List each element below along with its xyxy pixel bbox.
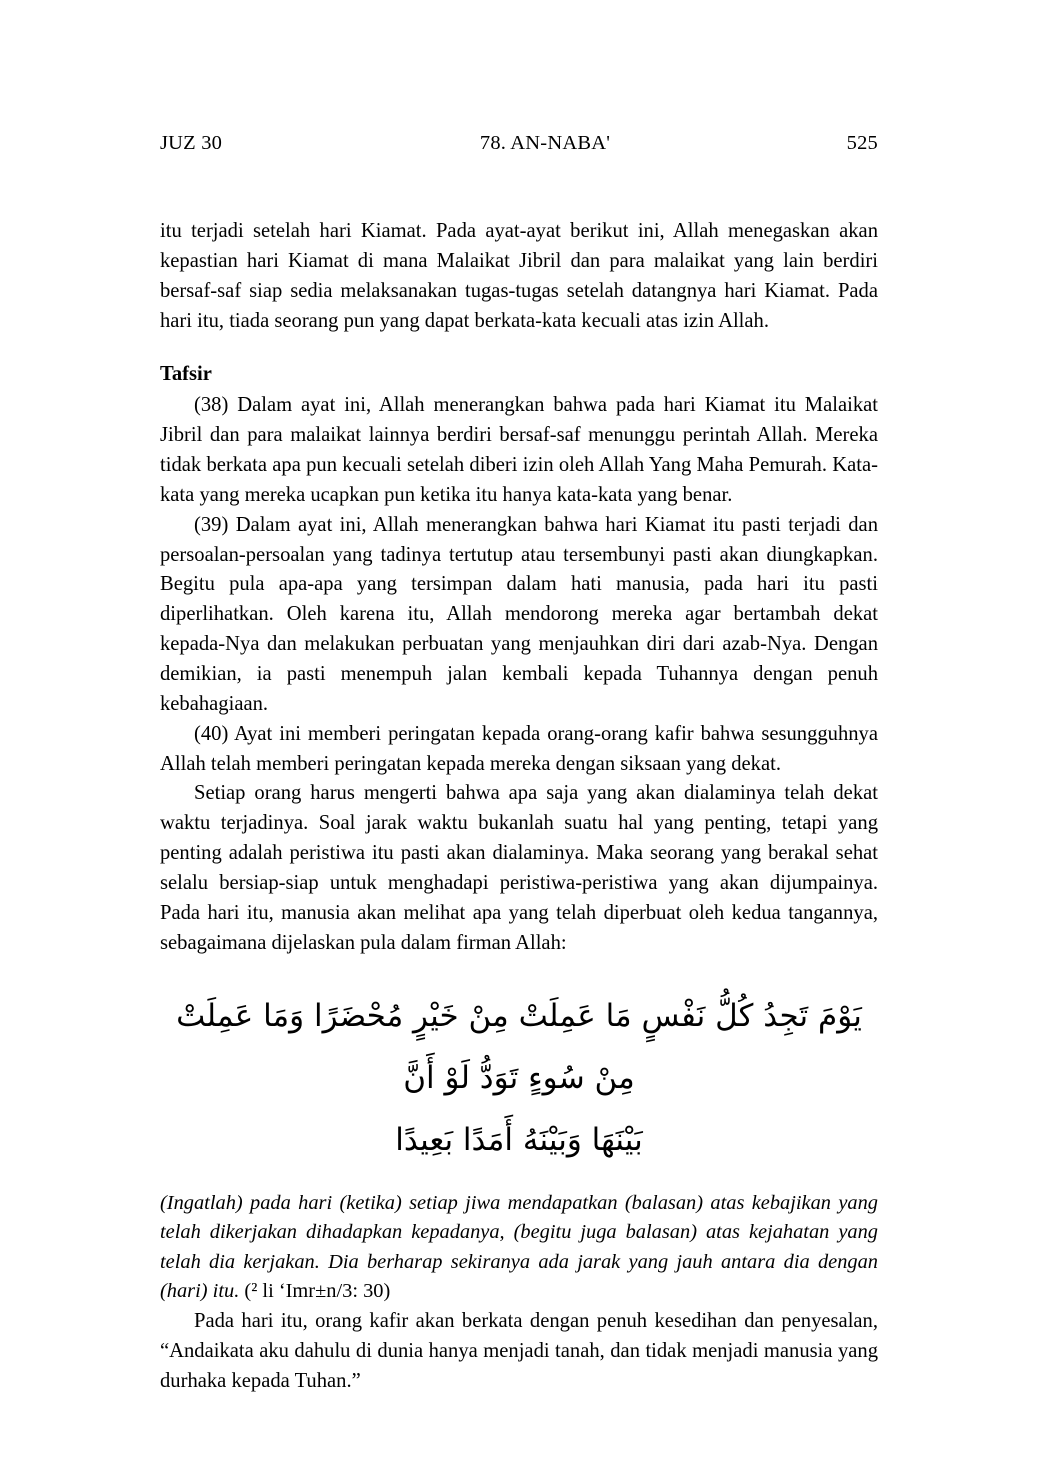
page-content	[160, 132, 878, 1396]
paragraph-verse-39: (39) Dalam ayat ini, Allah menerangkan bahwa hari Kiamat itu pasti terjadi dan persoalan-persoalan yang tadinya tertutup atau tersembunyi pasti akan diungkapkan. Begitu pula apa-apa yang tersimpan dalam hati manusia, pada hari itu pasti diperlihatkan. Oleh karena itu, Allah mendorong mereka agar bertambah dekat kepada-Nya dan melakukan perbuatan yang menjauhkan diri dari azab-Nya. Dengan demikian, ia pasti menempuh jalan kembali kepada Tuhannya dengan penuh kebahagiaan.	[160, 513, 878, 715]
tafsir-heading: Tafsir	[160, 363, 212, 386]
paragraph-verse-40: (40) Ayat ini memberi peringatan kepada orang-orang kafir bahwa sesungguhnya Allah telah memberi peringatan kepada mereka dengan siksaan yang dekat.	[160, 722, 878, 775]
paragraph-closing: Pada hari itu, orang kafir akan berkata dengan penuh kesedihan dan penyesalan, “Andaikata aku dahulu di dunia hanya menjadi tanah, dan tidak menjadi manusia yang durhaka kepada Tuhan.”	[160, 1309, 878, 1392]
running-head-juz: JUZ 30	[160, 132, 223, 154]
running-head	[160, 132, 878, 155]
quran-translation-text: (Ingatlah) pada hari (ketika) setiap jiwa mendapatkan (balasan) atas kebajikan yang telah dikerjakan dihadapkan kepadanya, (begitu juga balasan) atas kejahatan yang telah dia kerjakan. Dia berharap sekiranya ada jarak yang jauh antara dia dengan (hari) itu.	[160, 1191, 878, 1303]
quran-quotation	[160, 985, 878, 1171]
quran-translation-reference: (² li ‘Imr±n/3: 30)	[244, 1280, 391, 1303]
quran-translation	[160, 1189, 878, 1307]
paragraph-verse-41: Setiap orang harus mengerti bahwa apa saja yang akan dialaminya telah dekat waktu terjadinya. Soal jarak waktu bukanlah suatu hal yang penting, tetapi yang penting adalah peristiwa itu pasti akan dialaminya. Maka seorang yang berakal sehat selalu bersiap-siap untuk menghadapi peristiwa-peristiwa yang akan dijumpainya. Pada hari itu, manusia akan melihat apa yang telah diperbuat oleh kedua tangannya, sebagaimana dijelaskan pula dalam firman Allah:	[160, 782, 878, 954]
quran-arabic-line-1: يَوْمَ تَجِدُ كُلُّ نَفْسٍ مَا عَمِلَتْ مِنْ خَيْرٍ مُحْضَرًا وَمَا عَمِلَتْ مِنْ سُوءٍ تَوَدُّ لَوْ أَنَّ	[176, 997, 862, 1096]
paragraph-intro: itu terjadi setelah hari Kiamat. Pada ayat-ayat berikut ini, Allah menegaskan akan kepastian hari Kiamat di mana Malaikat Jibril dan para malaikat yang lain berdiri bersaf-saf siap sedia melaksanakan tugas-tugas setelah datangnya hari Kiamat. Pada hari itu, tiada seorang pun yang dapat berkata-kata kecuali atas izin Allah.	[160, 220, 878, 332]
page-number: 525	[846, 132, 878, 154]
running-head-surah: 78. AN-NABA'	[479, 132, 611, 154]
paragraph-verse-38: (38) Dalam ayat ini, Allah menerangkan bahwa pada hari Kiamat itu Malaikat Jibril dan para malaikat lainnya berdiri bersaf-saf menunggu perintah Allah. Mereka tidak berkata apa pun kecuali setelah diberi izin oleh Allah Yang Maha Pemurah. Kata-kata yang mereka ucapkan pun ketika itu hanya kata-kata yang benar.	[160, 394, 878, 506]
quran-arabic-line-2: بَيْنَهَا وَبَيْنَهُ أَمَدًا بَعِيدًا	[395, 1121, 643, 1158]
